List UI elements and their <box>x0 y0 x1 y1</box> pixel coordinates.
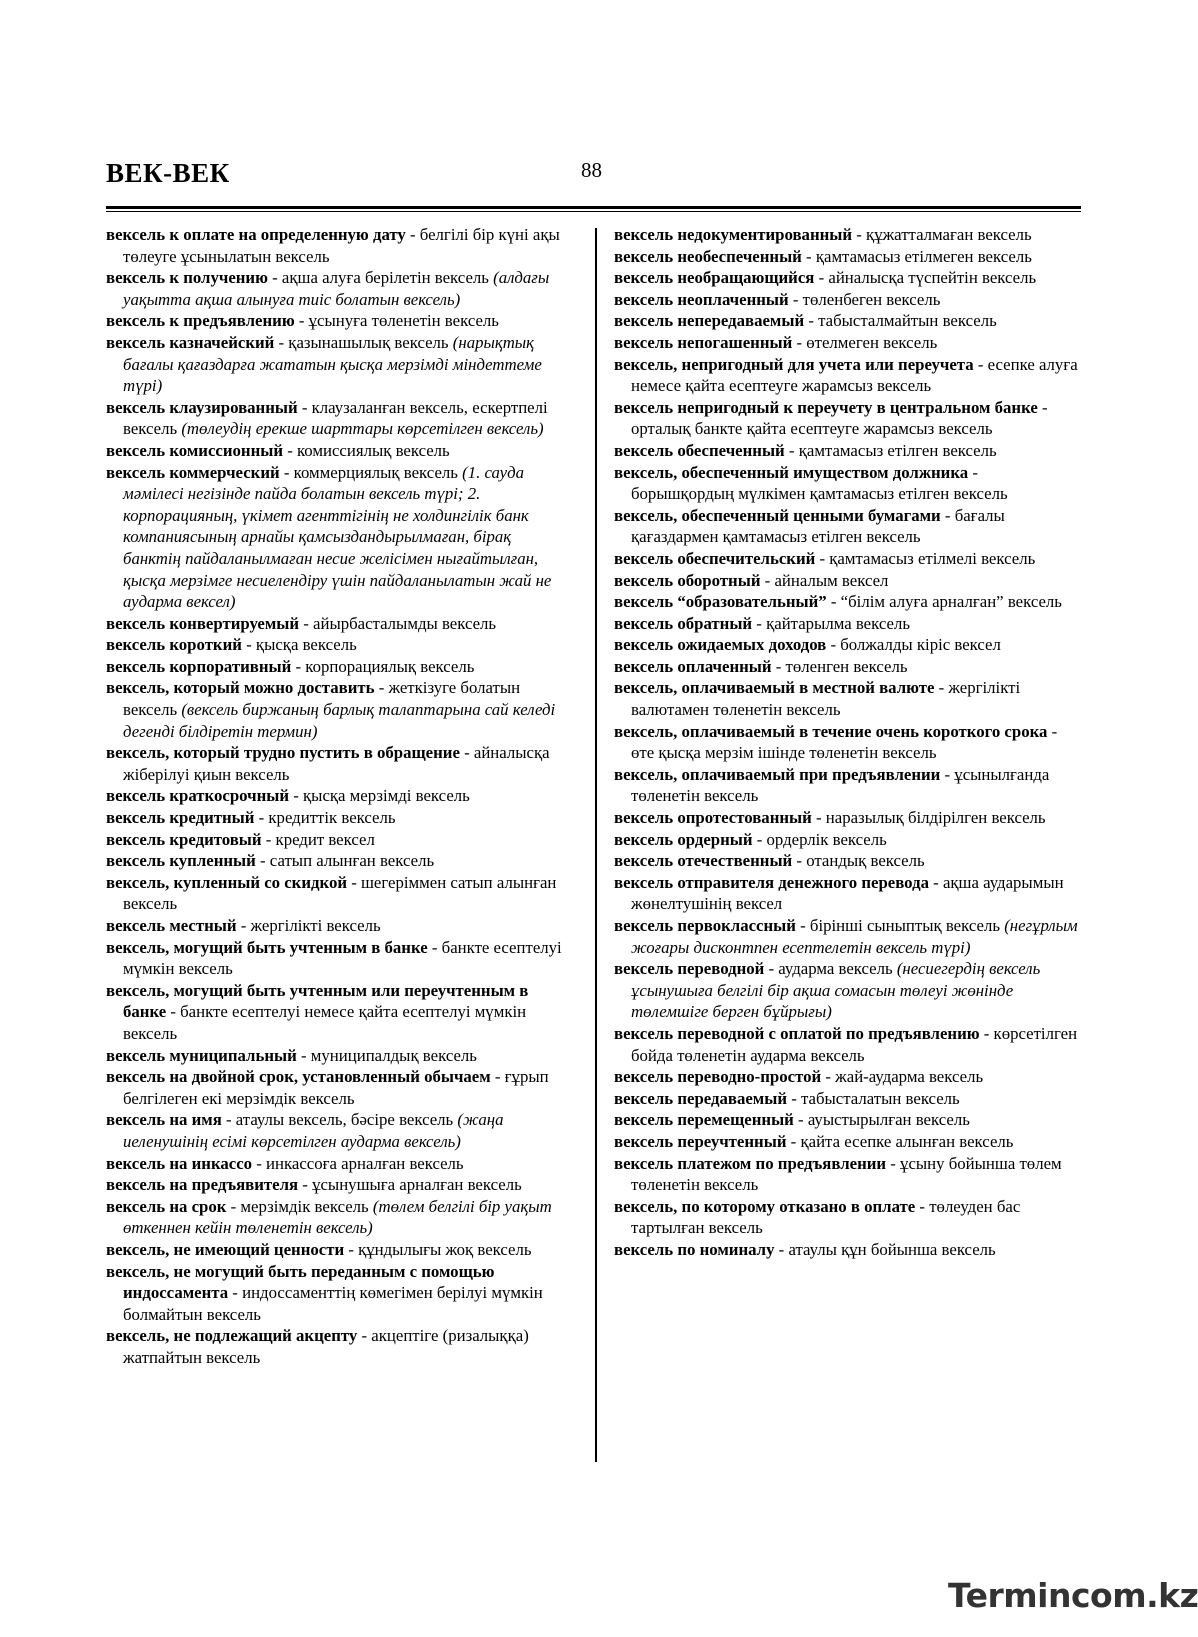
entry-term: вексель, оплачиваемый в местной валюте <box>614 678 935 698</box>
running-head: ВЕК-ВЕК <box>106 158 230 188</box>
entry-definition: - борышқордың мүлкімен қамтамасыз етілген вексель <box>631 462 1008 504</box>
column-divider <box>595 228 597 1462</box>
entry-term: вексель коммерческий <box>106 462 280 482</box>
entry-term: вексель на инкассо <box>106 1153 253 1173</box>
dictionary-entry <box>106 440 568 462</box>
dictionary-entry <box>106 872 568 915</box>
dictionary-entry <box>614 764 1084 807</box>
dictionary-entry <box>106 937 568 980</box>
entry-term: вексель, который можно доставить <box>106 678 375 698</box>
entry-definition: - атаулы вексель, бәсіре вексель <box>221 1110 458 1130</box>
entry-definition: - төленген вексель <box>771 656 908 676</box>
entry-definition: - кредиттік вексель <box>254 808 396 828</box>
entry-definition: - орталық банкте қайта есептеуге жарамсыз вексель <box>631 397 1048 439</box>
entry-definition: - болжалды кіріс вексел <box>826 635 1001 655</box>
entry-term: вексель, купленный со скидкой <box>106 872 348 892</box>
entry-term: вексель непригодный к переучету в центральном банке <box>614 397 1038 417</box>
entry-note: (жаңа иеленушінің есімі көрсетілген аударма вексель) <box>123 1110 504 1151</box>
dictionary-entry <box>106 980 568 1045</box>
dictionary-entry <box>614 440 1084 462</box>
dictionary-entry <box>106 915 568 937</box>
entry-definition: - есепке алуға немесе қайта есептеуге жарамсыз вексель <box>631 354 1078 396</box>
entry-term: вексель, оплачиваемый в течение очень короткого срока <box>614 721 1048 741</box>
entry-note: (1. сауда мәмілесі негізінде пайда болатын вексель түрі; 2. корпорацияның, үкімет агенттігінің не холдингілік банк компаниясының арнайы қамсыздандырылмаған, бірақ банктің пайдаланылмаған несие желісімен нығайтылған, қысқа мерзімге несиелендіру үшін пайдаланылатын жай не аударма вексел) <box>123 462 552 612</box>
dictionary-entry <box>106 807 568 829</box>
entry-note: (төлем белгілі бір уақыт өткеннен кейін төленетін вексель) <box>123 1196 552 1238</box>
dictionary-entry <box>106 1196 568 1239</box>
entry-term: вексель передаваемый <box>614 1088 788 1108</box>
dictionary-entry <box>614 1109 1084 1131</box>
entry-definition: - акцептіге (ризалыққа) жатпайтын вексель <box>123 1326 529 1367</box>
entry-term: вексель на предъявителя <box>106 1175 299 1195</box>
entry-term: вексель необращающийся <box>614 268 815 288</box>
entry-definition: - ақша аударымын жөнелтушінің вексел <box>631 872 1064 914</box>
entry-term: вексель на двойной срок, установленный обычаем <box>106 1067 491 1087</box>
entry-term: вексель к получению <box>106 268 268 288</box>
entry-definition: - жергілікті вексель <box>236 916 381 935</box>
dictionary-entry <box>614 872 1084 915</box>
dictionary-entry <box>106 397 568 440</box>
dictionary-entry <box>614 656 1084 678</box>
entry-term: вексель, обеспеченный ценными бумагами <box>614 505 941 525</box>
entry-definition: - қысқа мерзімді вексель <box>289 786 470 806</box>
dictionary-entry <box>614 850 1084 872</box>
entry-term: вексель местный <box>106 916 237 935</box>
entry-term: вексель оплаченный <box>614 656 772 676</box>
header-rule-thin <box>106 211 1081 212</box>
entry-term: вексель оборотный <box>614 570 761 590</box>
dictionary-entry <box>614 289 1084 311</box>
dictionary-entry <box>614 462 1084 505</box>
entry-term: вексель кредитный <box>106 808 255 828</box>
entry-definition: - қысқа вексель <box>241 635 357 655</box>
entry-term: вексель, обеспеченный имуществом должника <box>614 462 969 482</box>
entry-definition: - өте қысқа мерзім ішінде төленетін вексель <box>631 721 1058 763</box>
dictionary-entry <box>614 915 1084 958</box>
dictionary-entry <box>106 677 568 742</box>
entry-term: вексель купленный <box>106 851 256 871</box>
dictionary-entry <box>614 1088 1084 1110</box>
entry-term: вексель “образовательный” <box>614 592 827 612</box>
entry-definition: - кредит вексел <box>261 829 375 849</box>
dictionary-entry <box>614 677 1084 720</box>
entry-term: вексель по номиналу <box>614 1239 775 1259</box>
dictionary-entry <box>614 1131 1084 1153</box>
entry-definition: - ғұрып белгілеген екі мерзімдік вексель <box>123 1067 549 1108</box>
entry-note: (вексель биржаның барлық талаптарына сай келеді дегенді білдіретін термин) <box>123 700 556 741</box>
entry-definition: - айналысқа түспейтін вексель <box>814 268 1037 288</box>
entry-definition: - коммерциялық вексель <box>279 462 463 482</box>
dictionary-entry <box>106 1066 568 1109</box>
entry-definition: - айналым вексел <box>760 570 889 590</box>
dictionary-entry <box>614 397 1084 440</box>
entry-definition: - құндылығы жоқ вексель <box>344 1239 532 1259</box>
dictionary-entry <box>106 850 568 872</box>
entry-term: вексель клаузированный <box>106 397 298 417</box>
entry-definition: - инкассоға арналған вексель <box>252 1153 464 1173</box>
entry-term: вексель непогашенный <box>614 332 793 352</box>
entry-term: вексель, не подлежащий акцепту <box>106 1326 358 1346</box>
left-column <box>106 224 568 1368</box>
entry-term: вексель переводной <box>614 959 765 979</box>
entry-definition: - қамтамасыз етілген вексель <box>784 440 997 460</box>
dictionary-entry <box>106 267 568 310</box>
dictionary-entry <box>614 246 1084 268</box>
entry-definition: - мерзімдік вексель <box>226 1196 373 1216</box>
dictionary-entry <box>614 829 1084 851</box>
entry-definition: - бағалы қағаздармен қамтамасыз етілген вексель <box>631 505 1005 547</box>
entry-definition: - жергілікті валютамен төленетін вексель <box>631 678 1021 720</box>
entry-definition: - ауыстырылған вексель <box>793 1110 970 1130</box>
entry-term: вексель неоплаченный <box>614 289 789 309</box>
dictionary-entry <box>614 267 1084 289</box>
entry-term: вексель обеспечительский <box>614 548 816 568</box>
dictionary-entry <box>614 1066 1084 1088</box>
dictionary-entry <box>106 1325 568 1368</box>
entry-term: вексель казначейский <box>106 332 275 352</box>
entry-definition: - индоссаменттің көмегімен берілуі мүмкін болмайтын вексель <box>123 1283 543 1324</box>
entry-term: вексель платежом по предъявлении <box>614 1153 887 1173</box>
entry-definition: - өтелмеген вексель <box>792 332 938 352</box>
entry-term: вексель обратный <box>614 613 753 633</box>
entry-definition: - төлеуден бас тартылған вексель <box>631 1196 1021 1238</box>
entry-term: вексель короткий <box>106 635 242 655</box>
entry-term: вексель краткосрочный <box>106 786 290 806</box>
entry-note: (негұрлым жоғары дисконтпен есептелетін вексель түрі) <box>631 916 1078 957</box>
entry-term: вексель опротестованный <box>614 808 812 828</box>
entry-term: вексель, непригодный для учета или переучета <box>614 354 974 374</box>
entry-term: вексель отечественный <box>614 851 793 871</box>
entry-definition: - жай-аударма вексель <box>821 1067 984 1087</box>
entry-term: вексель ожидаемых доходов <box>614 635 827 655</box>
dictionary-entry <box>106 634 568 656</box>
entry-definition: - банкте есептелуі немесе қайта есептелуі мүмкін вексель <box>123 1002 527 1043</box>
entry-definition: - шегеріммен сатып алынған вексель <box>123 872 557 914</box>
entry-term: вексель, могущий быть учтенным или переучтенным в банке <box>106 980 529 1022</box>
entry-definition: - ұсынушыға арналған вексель <box>298 1175 522 1195</box>
entry-definition: - бірінші сыныптық вексель <box>795 916 1005 935</box>
entry-term: вексель отправителя денежного перевода <box>614 872 929 892</box>
dictionary-entry <box>614 613 1084 635</box>
dictionary-entry <box>614 1023 1084 1066</box>
dictionary-entry <box>106 1261 568 1326</box>
dictionary-entry <box>106 224 568 267</box>
right-column <box>614 224 1084 1261</box>
entry-term: вексель комиссионный <box>106 440 284 460</box>
entry-definition: - сатып алынған вексель <box>255 851 435 871</box>
dictionary-entry <box>106 1109 568 1152</box>
entry-definition: - ұсыну бойынша төлем төленетін вексель <box>631 1153 1062 1195</box>
entry-note: (алдағы уақытта ақша алынуға тиіс болатын вексель) <box>123 268 550 309</box>
dictionary-entry <box>106 656 568 678</box>
entry-term: вексель переучтенный <box>614 1131 787 1151</box>
entry-definition: - қайта есепке алынған вексель <box>786 1131 1014 1151</box>
dictionary-entry <box>614 591 1084 613</box>
dictionary-entry <box>106 1174 568 1196</box>
entry-term: вексель к оплате на определенную дату <box>106 225 406 244</box>
entry-definition: - ұсынуға төленетін вексель <box>294 311 499 331</box>
dictionary-entry <box>614 310 1084 332</box>
entry-term: вексель корпоративный <box>106 656 292 676</box>
dictionary-entry <box>106 829 568 851</box>
dictionary-entry <box>106 310 568 332</box>
entry-definition: - аударма вексель <box>764 959 897 979</box>
dictionary-entry <box>106 462 568 613</box>
dictionary-entry <box>106 1153 568 1175</box>
dictionary-entry <box>614 721 1084 764</box>
entry-term: вексель, оплачиваемый при предъявлении <box>614 764 941 784</box>
entry-definition: - отандық вексель <box>792 851 925 871</box>
entry-term: вексель на срок <box>106 1196 227 1216</box>
entry-term: вексель переводной с оплатой по предъявлению <box>614 1023 980 1043</box>
header-rule <box>106 206 1081 209</box>
entry-definition: - табысталмайтын вексель <box>804 311 997 331</box>
entry-definition: - “білім алуға арналған” вексель <box>826 592 1062 612</box>
entry-definition: - қамтамасыз етілмеген вексель <box>801 246 1032 266</box>
dictionary-entry <box>614 224 1084 246</box>
dictionary-entry <box>614 332 1084 354</box>
entry-note: (төлеудің ерекше шарттары көрсетілген вексель) <box>181 419 544 439</box>
entry-definition: - табысталатын вексель <box>787 1088 960 1108</box>
entry-definition: - төленбеген вексель <box>788 289 941 309</box>
dictionary-entry <box>614 1239 1084 1261</box>
entry-term: вексель, не имеющий ценности <box>106 1239 345 1259</box>
entry-definition: - белгілі бір күні ақы төлеуге ұсынылатын вексель <box>123 225 560 266</box>
entry-term: вексель обеспеченный <box>614 440 785 460</box>
entry-term: вексель конвертируемый <box>106 613 300 633</box>
entry-term: вексель переводно-простой <box>614 1067 822 1087</box>
entry-term: вексель необеспеченный <box>614 246 802 266</box>
entry-definition: - көрсетілген бойда төленетін аударма вексель <box>631 1023 1078 1065</box>
dictionary-entry <box>106 332 568 397</box>
entry-term: вексель первоклассный <box>614 916 796 935</box>
dictionary-entry <box>614 1153 1084 1196</box>
entry-definition: - клаузаланған вексель, ескертпелі вексель <box>123 397 548 439</box>
entry-note: (нарықтық бағалы қағаздарға жататын қысқа мерзімді міндеттеме түрі) <box>123 332 542 396</box>
dictionary-entry <box>106 785 568 807</box>
dictionary-entry <box>614 505 1084 548</box>
entry-term: вексель перемещенный <box>614 1110 794 1130</box>
entry-term: вексель, не могущий быть переданным с помощью индоссамента <box>106 1261 495 1303</box>
entry-definition: - қазынашылық вексель <box>274 332 453 352</box>
entry-term: вексель к предъявлению <box>106 311 295 331</box>
entry-term: вексель на имя <box>106 1110 222 1130</box>
dictionary-entry <box>106 1239 568 1261</box>
dictionary-entry <box>614 807 1084 829</box>
entry-definition: - жеткізуге болатын вексель <box>123 678 521 720</box>
entry-definition: - айналысқа жіберілуі қиын вексель <box>123 743 550 784</box>
entry-definition: - айырбасталымды вексель <box>299 613 497 633</box>
dictionary-entry <box>106 1045 568 1067</box>
entry-definition: - ұсынылғанда төленетін вексель <box>631 764 1050 806</box>
dictionary-entry <box>614 634 1084 656</box>
entry-definition: - ақша алуға берілетін вексель <box>267 268 494 288</box>
entry-term: вексель непередаваемый <box>614 311 805 331</box>
entry-term: вексель муниципальный <box>106 1045 297 1065</box>
page-number: 88 <box>581 158 602 182</box>
entry-term: вексель, который трудно пустить в обращение <box>106 743 460 763</box>
entry-definition: - қамтамасыз етілмелі вексель <box>815 548 1036 568</box>
dictionary-entry <box>614 548 1084 570</box>
entry-definition: - комиссиялық вексель <box>283 440 450 460</box>
watermark-logo <box>948 1576 1198 1624</box>
dictionary-entry <box>614 1196 1084 1239</box>
entry-term: вексель кредитовый <box>106 829 262 849</box>
entry-definition: - муниципалдық вексель <box>296 1045 477 1065</box>
entry-definition: - корпорациялық вексель <box>291 656 475 676</box>
watermark-text: Termincom.kz <box>948 1576 1198 1615</box>
entry-definition: - ордерлік вексель <box>752 829 887 849</box>
entry-term: вексель, могущий быть учтенным в банке <box>106 937 428 957</box>
dictionary-entry <box>614 354 1084 397</box>
entry-definition: - банкте есептелуі мүмкін вексель <box>123 937 562 979</box>
entry-definition: - қайтарылма вексель <box>752 613 910 633</box>
entry-note: (несиегердің вексель ұсынушыға белгілі бір ақша сомасын төлеуі жөнінде төлемшіге берген бұйрығы) <box>631 959 1041 1022</box>
entry-definition: - құжатталмаған вексель <box>852 225 1032 244</box>
entry-term: вексель ордерный <box>614 829 753 849</box>
dictionary-entry <box>614 958 1084 1023</box>
entry-term: вексель недокументированный <box>614 225 853 244</box>
dictionary-entry <box>614 570 1084 592</box>
entry-definition: - атаулы құн бойынша вексель <box>774 1239 996 1259</box>
entry-definition: - наразылық білдірілген вексель <box>811 808 1046 828</box>
dictionary-entry <box>106 742 568 785</box>
entry-term: вексель, по которому отказано в оплате <box>614 1196 916 1216</box>
dictionary-entry <box>106 613 568 635</box>
